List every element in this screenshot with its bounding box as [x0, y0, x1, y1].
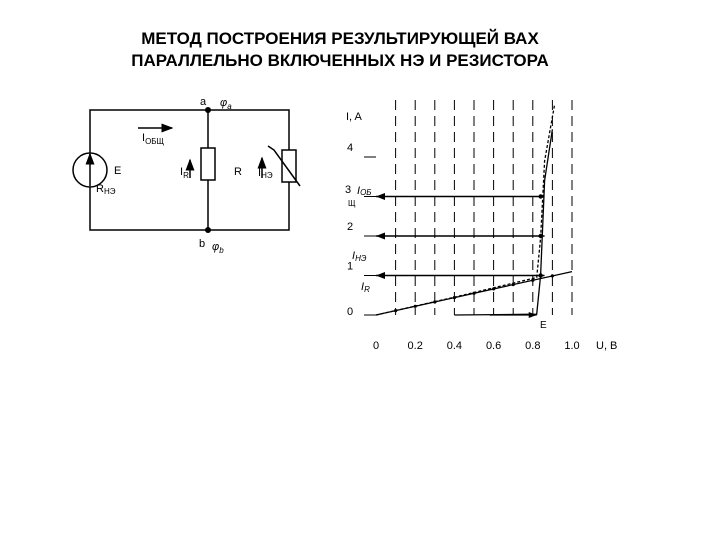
i-r-subscript: R: [183, 171, 189, 180]
x-tick-label: 0.6: [485, 340, 502, 352]
i-r-annotation: [361, 281, 370, 294]
node-a-label: a: [200, 96, 207, 108]
i-ne-annotation: [352, 250, 367, 263]
phi-b-symbol: φ: [212, 241, 220, 253]
i-total-symbol: I: [142, 132, 146, 144]
y-tick-label: 0: [346, 306, 354, 318]
projection-point: [538, 273, 542, 277]
y-tick-3: 3: [345, 184, 352, 196]
i-total-subscript: ОБЩ: [145, 137, 165, 146]
x-tick-label: 0: [372, 340, 380, 352]
x-tick-label: 0.2: [407, 340, 423, 352]
circuit: [73, 110, 300, 230]
i-total-ann-sub2: Щ: [348, 199, 356, 208]
i-r-symbol: I: [180, 166, 184, 178]
i-ne-ann-symbol: I: [352, 250, 356, 262]
i-total-annotation: [357, 185, 372, 197]
resistor-symbol: [201, 148, 215, 180]
e-annotation: E: [540, 320, 547, 331]
y-tick-label: 1: [346, 260, 354, 273]
node-b-dot: [205, 227, 211, 233]
iv-chart: [345, 100, 617, 352]
series-point: [531, 279, 534, 282]
source-r-subscript: НЭ: [103, 187, 116, 196]
x-axis-label: U, В: [596, 340, 618, 352]
i-total-ann-sub: ОБ: [360, 188, 372, 197]
series-line: [376, 106, 554, 315]
circuit-labels: [96, 96, 273, 255]
projection-arrowhead: [376, 193, 385, 200]
i-ne-label: [258, 167, 273, 180]
y-tick-label: 2: [346, 221, 354, 233]
i-ne-symbol: I: [258, 167, 262, 179]
phi-a-label: [220, 97, 232, 111]
chart-text: [345, 111, 617, 352]
i-r-ann-sub: R: [364, 285, 370, 294]
phi-b-subscript: b: [219, 246, 224, 255]
i-total-label: [142, 132, 165, 146]
i-r-ann-symbol: I: [361, 281, 365, 293]
x-tick-label: 0.8: [525, 340, 541, 352]
x-tick-label: 1.0: [564, 340, 580, 352]
y-axis-label: I, A: [346, 111, 362, 123]
resistor-r-label: R: [234, 166, 242, 178]
projection-point: [538, 234, 542, 238]
source-e-label: E: [114, 165, 122, 177]
source-r-label: [96, 183, 116, 196]
phi-a-subscript: a: [227, 102, 232, 111]
i-ne-subscript: НЭ: [261, 171, 273, 180]
projection-arrowhead: [376, 233, 385, 240]
title-line-2: ПАРАЛЛЕЛЬНО ВКЛЮЧЕННЫХ НЭ И РЕЗИСТОРА: [131, 51, 549, 70]
y-tick-label: 4: [346, 142, 354, 154]
node-b-label: b: [199, 238, 206, 250]
chart-grid: [396, 100, 572, 315]
i-ne-ann-sub: НЭ: [355, 254, 367, 263]
phi-a-symbol: φ: [220, 97, 228, 109]
projection-arrowhead: [376, 272, 385, 279]
i-r-label: [180, 166, 189, 180]
x-tick-label: 0.4: [446, 340, 463, 352]
series-point: [551, 274, 554, 277]
source-r-symbol: R: [96, 183, 104, 195]
projection-point: [538, 194, 542, 198]
i-total-ann-symbol: I: [357, 185, 361, 197]
phi-b-label: [212, 241, 224, 255]
title-line-1: МЕТОД ПОСТРОЕНИЯ РЕЗУЛЬТИРУЮЩЕЙ ВАХ: [141, 29, 539, 48]
